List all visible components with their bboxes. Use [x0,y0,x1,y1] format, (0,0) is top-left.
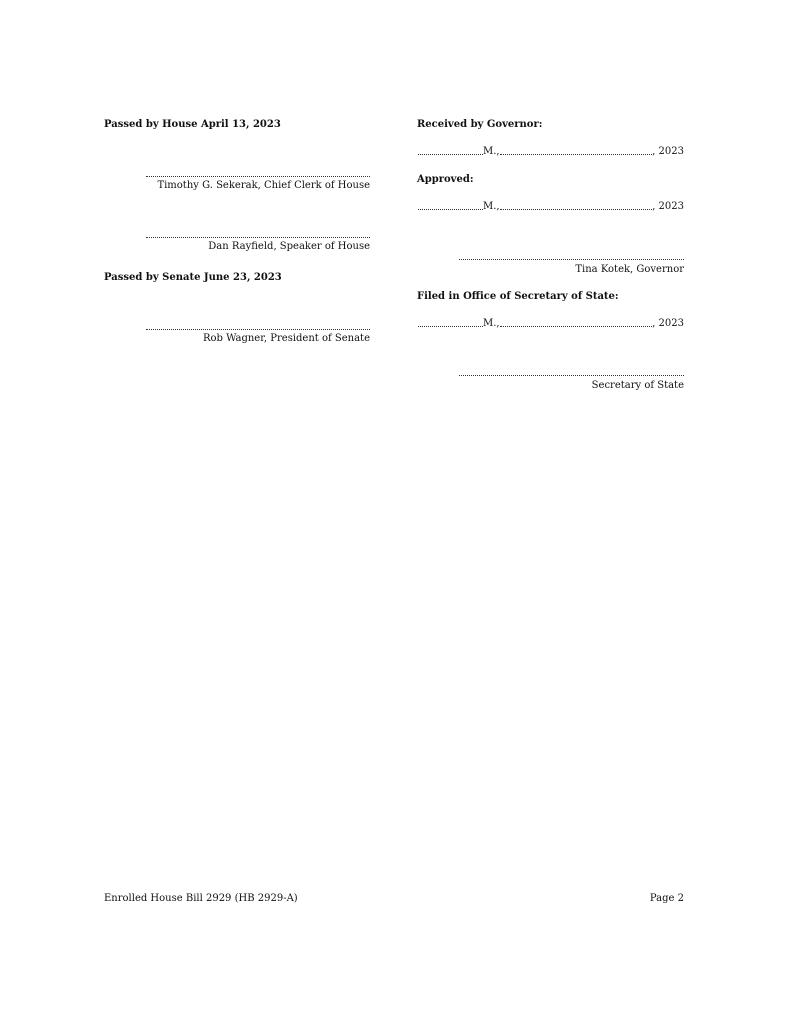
time-marker: M., [483,146,500,157]
footer-page-number: Page 2 [649,893,684,904]
secretary-signature-name: Secretary of State [591,380,684,391]
approved-heading: Approved: [417,174,474,185]
year-suffix: , 2023 [652,318,684,329]
filed-date-line [418,318,684,329]
filed-heading: Filed in Office of Secretary of State: [417,291,619,302]
date-dots [500,326,653,327]
secretary-signature-line [459,375,684,376]
received-heading: Received by Governor: [417,119,543,130]
hour-dots [418,326,483,327]
clerk-signature-name: Timothy G. Sekerak, Chief Clerk of House [157,180,370,191]
speaker-signature-name: Dan Rayfield, Speaker of House [208,241,370,252]
received-date-line [418,146,684,157]
house-passed-heading: Passed by House April 13, 2023 [104,119,281,130]
speaker-signature-line [146,237,370,238]
time-marker: M., [483,201,500,212]
governor-signature-name: Tina Kotek, Governor [575,264,684,275]
president-signature-name: Rob Wagner, President of Senate [202,333,370,344]
date-dots [500,209,653,210]
year-suffix: , 2023 [652,201,684,212]
clerk-signature-line [146,176,370,177]
year-suffix: , 2023 [652,146,684,157]
governor-signature-line [459,259,684,260]
time-marker: M., [483,318,500,329]
president-signature-line [146,329,370,330]
senate-passed-heading: Passed by Senate June 23, 2023 [104,272,282,283]
footer-bill-id: Enrolled House Bill 2929 (HB 2929-A) [104,893,298,904]
hour-dots [418,154,483,155]
hour-dots [418,209,483,210]
approved-date-line [418,201,684,212]
date-dots [500,154,653,155]
